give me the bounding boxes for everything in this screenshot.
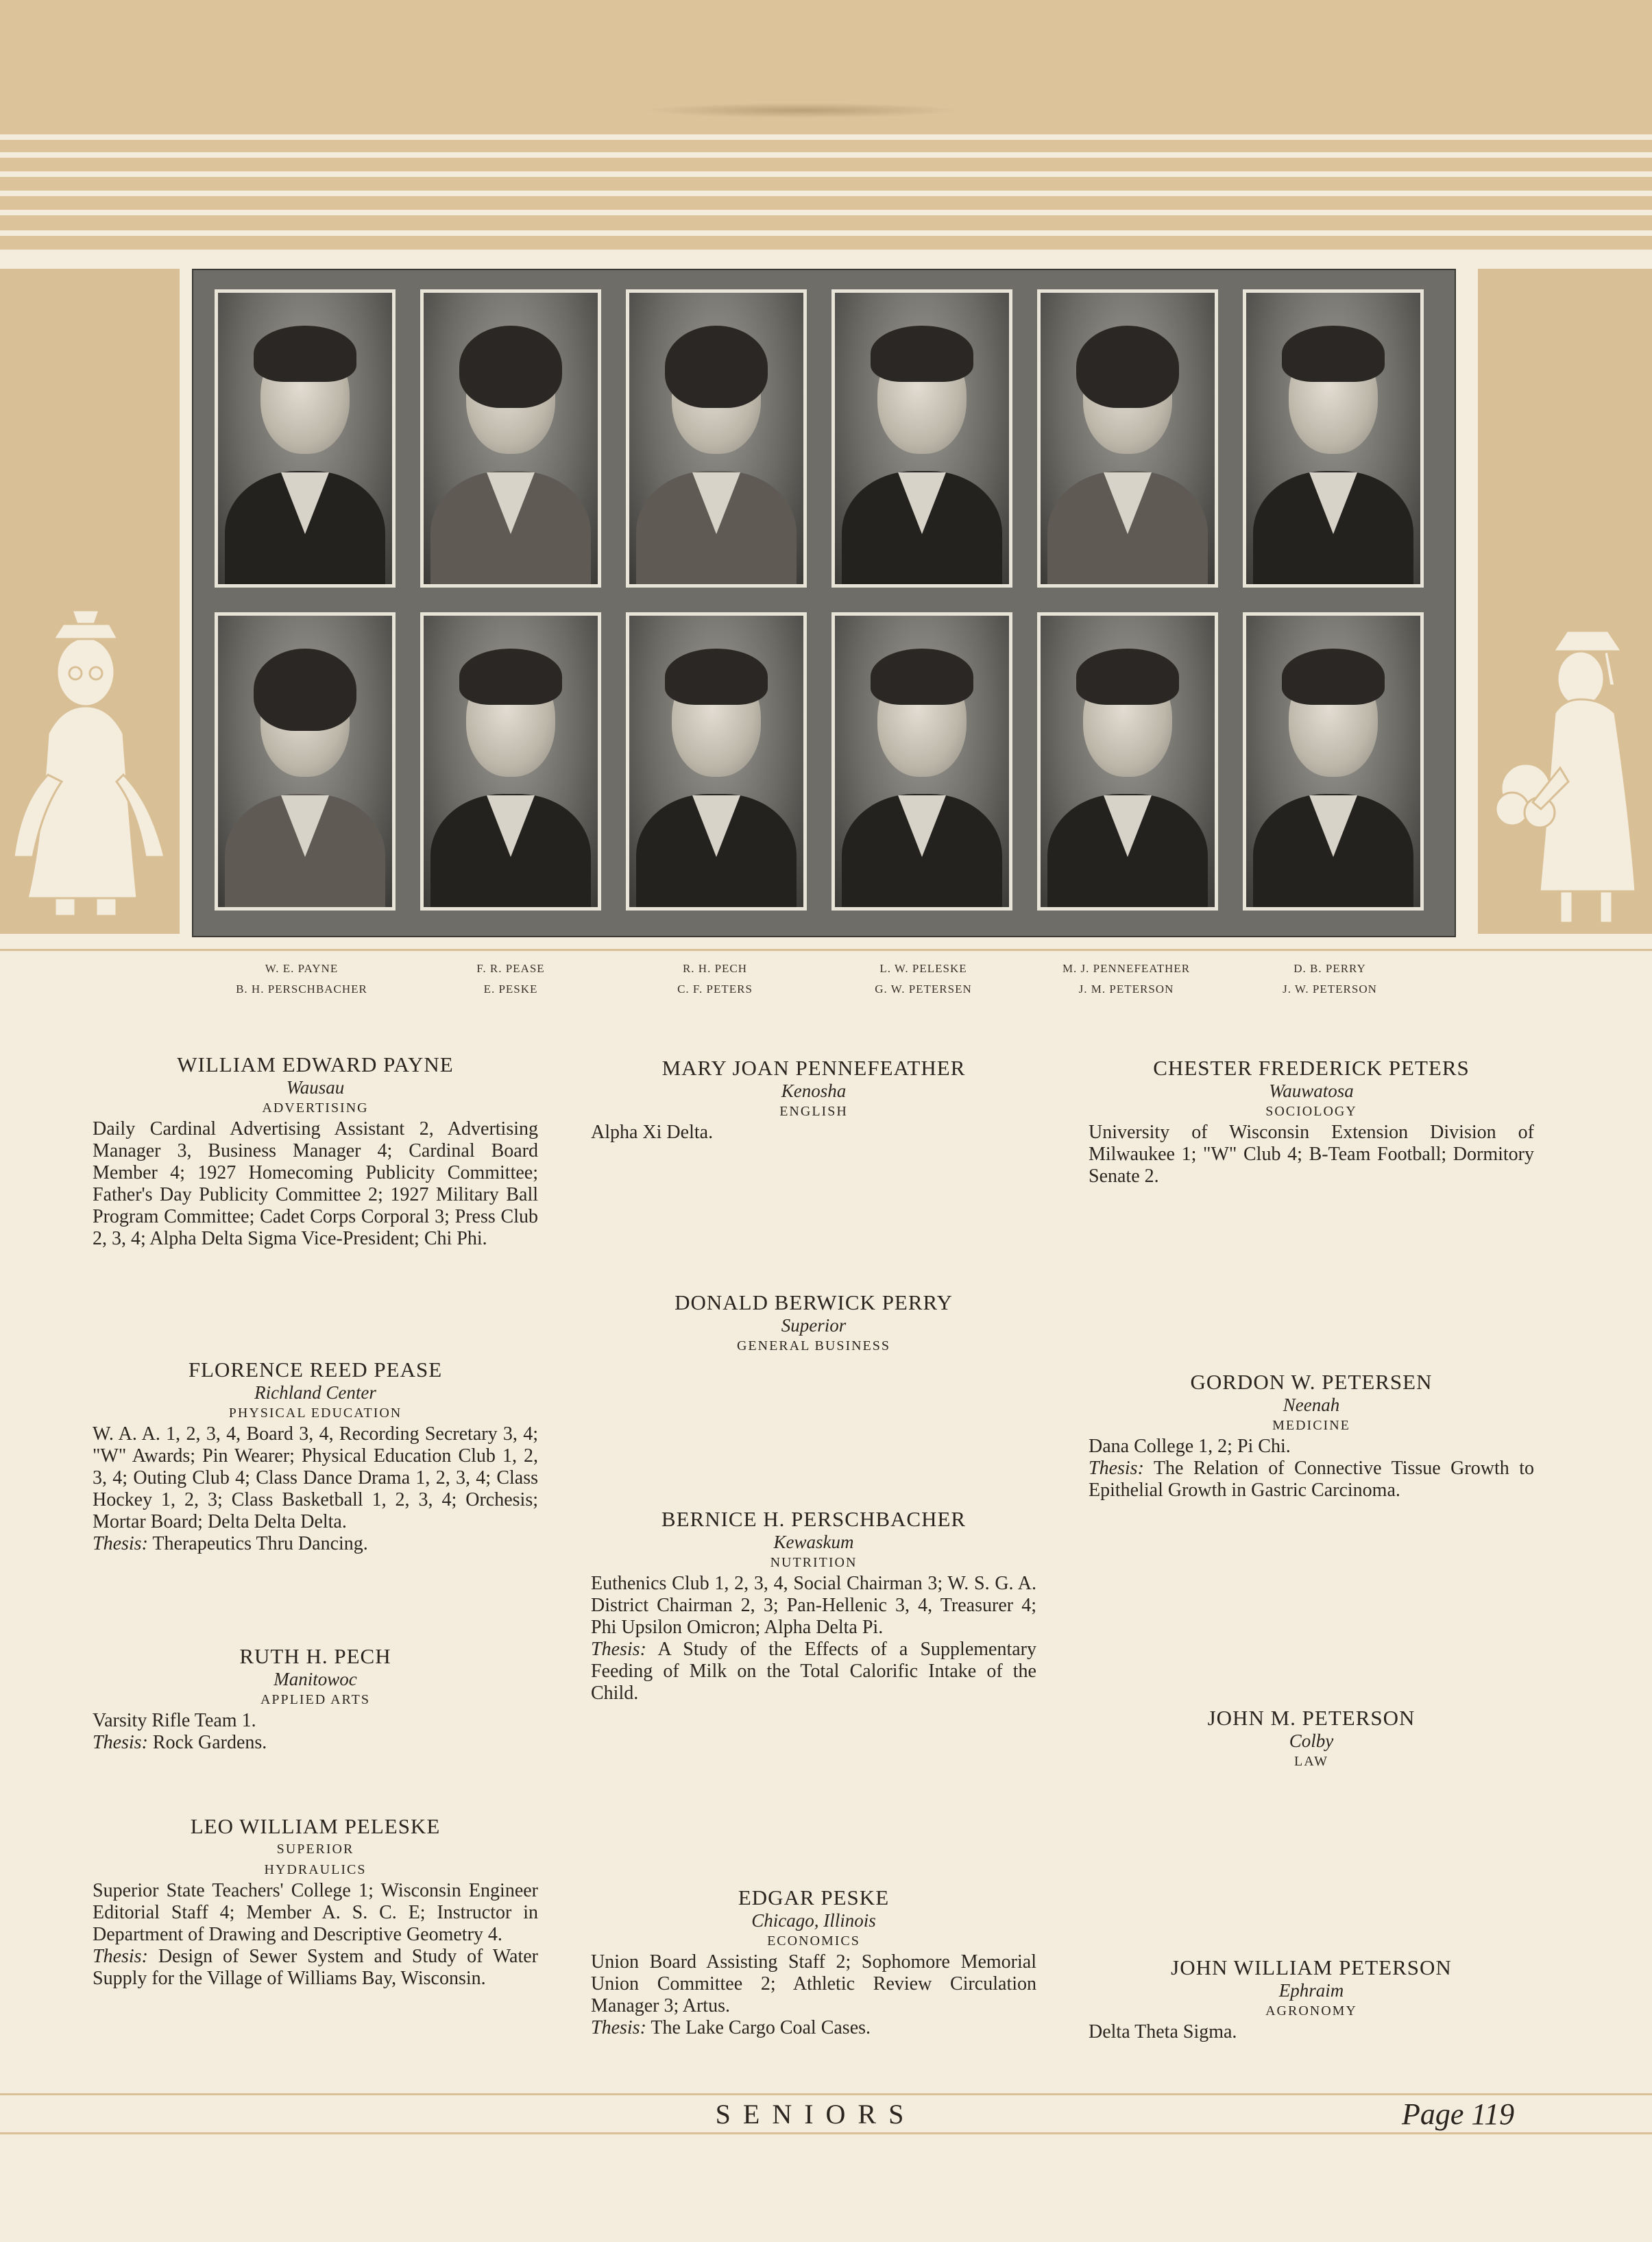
senior-name: DONALD BERWICK PERRY [675,1290,953,1314]
portrait-caption [408,959,614,1000]
senior-department: ADVERTISING [262,1100,369,1116]
senior-department: PHYSICAL EDUCATION [228,1406,402,1421]
senior-name: GORDON W. PETERSEN [1190,1370,1433,1394]
senior-hometown: SUPERIOR [276,1842,354,1857]
senior-department: LAW [1294,1754,1328,1769]
senior-department: ECONOMICS [767,1933,860,1949]
senior-activities: Euthenics Club 1, 2, 3, 4, Social Chairman 3; W. S. G. A. District Chairman 2, 3; Pan-Hellenic 3, 4, Treasurer 4; Phi Upsilon Omicron; Alpha Delta Pi. [591,1573,1036,1638]
caption-bottom-name: B. H. PERSCHBACHER [236,983,367,996]
footer-rule-top [0,2093,1652,2095]
senior-entry-pease [93,1358,538,1555]
section-title: SENIORS [715,2099,916,2130]
senior-hometown: Richland Center [254,1382,376,1403]
portrait-j-m-peterson [1037,612,1218,911]
senior-hometown: Colby [1289,1731,1334,1751]
portrait-e-peske [420,612,601,911]
thesis-label: Thesis: [591,1639,646,1660]
header-rule [0,152,1652,158]
thesis-title: The Relation of Connective Tissue Growth to Epithelial Growth in Gastric Carcinoma. [1089,1458,1534,1501]
caption-bottom-name: G. W. PETERSEN [875,983,972,996]
senior-name: WILLIAM EDWARD PAYNE [177,1052,454,1076]
thesis-label: Thesis: [93,1732,148,1753]
senior-department: AGRONOMY [1265,2003,1357,2018]
senior-entry-peske [591,1885,1036,2039]
senior-entry-peleske [93,1814,538,1990]
portrait-c-f-peters [626,612,807,911]
senior-activities: Delta Theta Sigma. [1089,2021,1237,2042]
senior-activities: Dana College 1, 2; Pi Chi. [1089,1436,1291,1457]
caption-bottom-name: C. F. PETERS [677,983,753,996]
caption-bottom-name: J. W. PETERSON [1283,983,1377,996]
caption-rule [0,949,1652,951]
senior-department: NUTRITION [770,1555,858,1570]
senior-name: EDGAR PESKE [738,1885,890,1909]
senior-thesis [93,1946,538,1990]
senior-name: CHESTER FREDERICK PETERS [1153,1056,1470,1080]
caption-top-name: R. H. PECH [682,962,748,975]
footer-rule-bottom [0,2132,1652,2134]
portrait-b-h-perschbacher [215,612,396,911]
thesis-title: The Lake Cargo Coal Cases. [651,2017,871,2038]
thesis-label: Thesis: [93,1533,148,1554]
senior-activities: Varsity Rifle Team 1. [93,1710,256,1731]
senior-thesis [1089,1458,1534,1502]
senior-activities: Union Board Assisting Staff 2; Sophomore Memorial Union Committee 2; Athletic Review Circulation Manager 3; Artus. [591,1951,1036,2016]
portrait-l-w-peleske [831,289,1012,588]
portrait-f-r-pease [420,289,601,588]
senior-entry-pech [93,1644,538,1754]
senior-thesis [93,1732,538,1754]
senior-hometown: Chicago, Illinois [751,1910,876,1931]
senior-activities: W. A. A. 1, 2, 3, 4, Board 3, 4, Recording Secretary 3, 4; "W" Awards; Pin Wearer; Physical Education Club 1, 2, 3, 4; Outing Club 4; Class Dance Drama 1, 2, 3, 4; Class Hockey 1, 2, 3; Class Basketball 1, 2, 3, 4; Orchesis; Mortar Board; Delta Delta Delta. [93,1423,538,1532]
senior-entry-petersen [1089,1370,1534,1502]
thesis-title: Design of Sewer System and Study of Water Supply for the Village of Williams Bay, Wisconsin. [93,1946,539,1989]
senior-activities: University of Wisconsin Extension Division of Milwaukee 1; "W" Club 4; B-Team Football; Dormitory Senate 2. [1089,1122,1534,1187]
thesis-title: A Study of the Effects of a Supplementary Feeding of Milk on the Total Calorific Intake of the Child. [591,1639,1036,1704]
professor-figure-illustration [0,596,180,926]
senior-activities: Daily Cardinal Advertising Assistant 2, Advertising Manager 3, Business Manager 4; Cardinal Board Member 4; 1927 Homecoming Publicity Committee; Father's Day Publicity Committee 2; 1927 Military Ball Program Committee; Cadet Corps Corporal 3; Press Club 2, 3, 4; Alpha Delta Sigma Vice-President; Chi Phi. [93,1118,538,1249]
senior-name: BERNICE H. PERSCHBACHER [661,1507,967,1531]
senior-hometown: Manitowoc [274,1669,357,1689]
header-rule [0,230,1652,236]
senior-thesis [93,1533,538,1555]
caption-top-name: M. J. PENNEFEATHER [1062,962,1191,975]
senior-activities: Alpha Xi Delta. [591,1122,714,1143]
senior-hometown: Wausau [286,1077,345,1098]
portrait-w-e-payne [215,289,396,588]
senior-name: MARY JOAN PENNEFEATHER [661,1056,966,1080]
portrait-caption [612,959,818,1000]
senior-thesis [591,1639,1036,1704]
senior-hometown: Kenosha [781,1081,847,1101]
caption-bottom-name: E. PESKE [483,983,538,996]
thesis-title: Rock Gardens. [152,1732,267,1753]
senior-name: JOHN M. PETERSON [1207,1706,1416,1730]
portrait-d-b-perry [1243,289,1424,588]
senior-hometown: Neenah [1283,1395,1340,1415]
header-rule [0,171,1652,177]
senior-name: FLORENCE REED PEASE [188,1358,443,1382]
portrait-j-w-peterson [1243,612,1424,911]
senior-name: JOHN WILLIAM PETERSON [1171,1955,1452,1979]
senior-entry-peters [1089,1056,1534,1188]
header-rule [0,191,1652,196]
portrait-g-w-petersen [831,612,1012,911]
senior-hometown: Superior [781,1315,847,1336]
senior-activities: Superior State Teachers' College 1; Wisconsin Engineer Editorial Staff 4; Member A. S. C. E; Instructor in Department of Drawing and Descriptive Geometry 4. [93,1880,538,1945]
header-band [0,0,1652,261]
graduate-girl-figure-illustration [1478,610,1652,932]
header-rule [0,210,1652,215]
portrait-caption [821,959,1026,1000]
page-number: Page 119 [1402,2097,1515,2131]
portrait-m-j-pennefeather [1037,289,1218,588]
caption-top-name: D. B. PERRY [1293,962,1366,975]
senior-entry-jm-peterson [1089,1706,1534,1772]
header-rule [0,134,1652,140]
senior-department: SOCIOLOGY [1265,1104,1357,1119]
portrait-caption [1227,959,1433,1000]
senior-entry-pennefeather [591,1056,1036,1144]
caption-top-name: F. R. PEASE [476,962,545,975]
senior-entry-jw-peterson [1089,1955,1534,2043]
portrait-caption [1023,959,1229,1000]
senior-department: APPLIED ARTS [260,1692,371,1707]
thesis-label: Thesis: [591,2017,646,2038]
senior-entry-perschbacher [591,1507,1036,1704]
header-rule [0,250,1652,261]
senior-department: ENGLISH [779,1104,848,1119]
senior-hometown: Wauwatosa [1269,1081,1354,1101]
senior-thesis [591,2017,1036,2039]
caption-top-name: W. E. PAYNE [265,962,339,975]
caption-bottom-name: J. M. PETERSON [1078,983,1174,996]
thesis-label: Thesis: [93,1946,148,1967]
senior-name: LEO WILLIAM PELESKE [190,1814,441,1838]
senior-entry-perry [591,1290,1036,1356]
header-smudge [644,103,960,118]
senior-department: MEDICINE [1272,1418,1350,1433]
thesis-label: Thesis: [1089,1458,1144,1479]
senior-department: GENERAL BUSINESS [736,1338,891,1353]
senior-hometown: Kewaskum [773,1532,854,1552]
caption-top-name: L. W. PELESKE [879,962,967,975]
portrait-r-h-pech [626,289,807,588]
senior-hometown: Ephraim [1278,1980,1344,2001]
senior-entry-payne [93,1052,538,1250]
senior-name: RUTH H. PECH [239,1644,391,1668]
portrait-caption [199,959,404,1000]
senior-department: HYDRAULICS [264,1862,367,1877]
thesis-title: Therapeutics Thru Dancing. [152,1533,368,1554]
